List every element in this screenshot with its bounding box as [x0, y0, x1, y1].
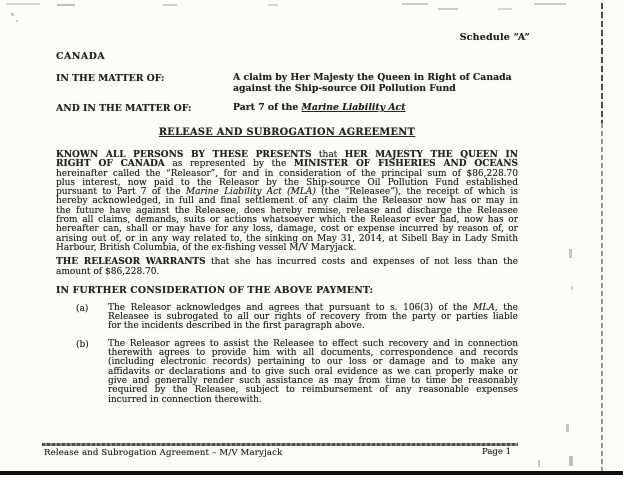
scan-noise-mark — [569, 249, 572, 258]
document-body — [56, 51, 518, 405]
document-title: RELEASE AND SUBROGATION AGREEMENT — [158, 127, 416, 138]
scan-noise-mark — [538, 460, 540, 467]
consideration-heading: IN FURTHER CONSIDERATION OF THE ABOVE PAYMENT: — [56, 284, 374, 296]
scan-noise-mark — [402, 3, 428, 5]
list-item-a — [56, 304, 518, 332]
scan-noise-mark — [16, 20, 18, 22]
scan-noise-mark — [438, 8, 458, 10]
scan-noise-mark — [11, 13, 14, 16]
warranty-paragraph: THE RELEASOR WARRANTS that she has incurred costs and expenses of not less than the amount of $86,228.70. — [56, 257, 518, 277]
matter-2-prefix: Part 7 of the — [233, 102, 302, 113]
matter-2-text — [233, 103, 406, 114]
footer-document-title: Release and Subrogation Agreement – M/V Maryjack — [44, 448, 283, 458]
matter-row-1 — [56, 73, 518, 94]
scan-noise-mark — [268, 4, 278, 6]
footer-divider — [42, 443, 518, 446]
scan-edge-bar — [0, 471, 623, 475]
matter-row-2 — [56, 103, 518, 114]
footer-page-number: Page 1 — [482, 447, 511, 457]
marine-liability-act-reference: Marine Liability Act — [301, 102, 406, 113]
scan-noise-mark — [6, 3, 40, 5]
scan-noise-mark — [571, 286, 573, 290]
release-paragraph: KNOWN ALL PERSONS BY THESE PRESENTS that HER MAJESTY THE QUEEN IN RIGHT OF CANADA as represented by the MINISTER OF FISHERIES AND OCEANS hereinafter called the “Releasor”, for and in consideration of the principal sum of $86,228.70 plus interest, now paid to the Releasor by the Ship-source Oil Pollution Fund established pursuant to Part 7 of the Marine Liability Act (MLA) (the “Releasee”), the receipt of which is hereby acknowledged, in full and final settlement of any claim the Releasor now has or may in the future have against the Releasee, does hereby remise, release and discharge the Releasee from all claims, demands, suits or actions whatsoever which the Releasor ever had, now has or hereafter can, shall or may have for any loss, damage, cost or expense incurred by reason of, or arising out of, or in any way related to, the sinking on May 31, 2014, at Sibell Bay in Lady Smith Harbour, British Columbia, of the ex-fishing vessel M/V Maryjack. — [56, 150, 519, 253]
country-heading: CANADA — [56, 51, 105, 62]
scan-noise-mark — [569, 456, 573, 466]
list-item-a-text: The Releasor acknowledges and agrees that pursuant to s. 106(3) of the MLA, the Releasee is subrogated to all our rights of recovery from the party or parties liable for the incidents described in the first paragraph above. — [108, 302, 519, 332]
schedule-label: Schedule “A” — [459, 32, 530, 43]
scan-noise-mark — [498, 8, 512, 10]
list-item-b — [56, 340, 518, 405]
matter-1-text: A claim by Her Majesty the Queen in Right of Canada against the Ship-source Oil Pollution Fund — [233, 72, 512, 94]
scan-vertical-line — [601, 3, 603, 123]
matter-1-label: IN THE MATTER OF: — [56, 73, 165, 84]
scan-noise-mark — [534, 3, 566, 5]
scan-vertical-line — [601, 123, 603, 471]
scan-noise-mark — [57, 4, 75, 6]
list-item-b-text: The Releasor agrees to assist the Releasee to effect such recovery and in connection therewith agrees to provide him with all documents, correspondence and records (including electronic records) pertaining to our loss or damage and to make any affidavits or declarations and to give such oral evidence as we can properly make or give and generally render such assistance as may from time to time be reasonably required by the Releasee, subject to reimbursement of any reasonable expenses incurred in connection therewith. — [108, 338, 518, 405]
list-item-b-label: (b) — [76, 339, 89, 350]
scan-noise-mark — [566, 424, 569, 432]
list-item-a-label: (a) — [76, 303, 89, 314]
scan-noise-mark — [163, 4, 177, 6]
matter-2-label: AND IN THE MATTER OF: — [56, 103, 192, 114]
